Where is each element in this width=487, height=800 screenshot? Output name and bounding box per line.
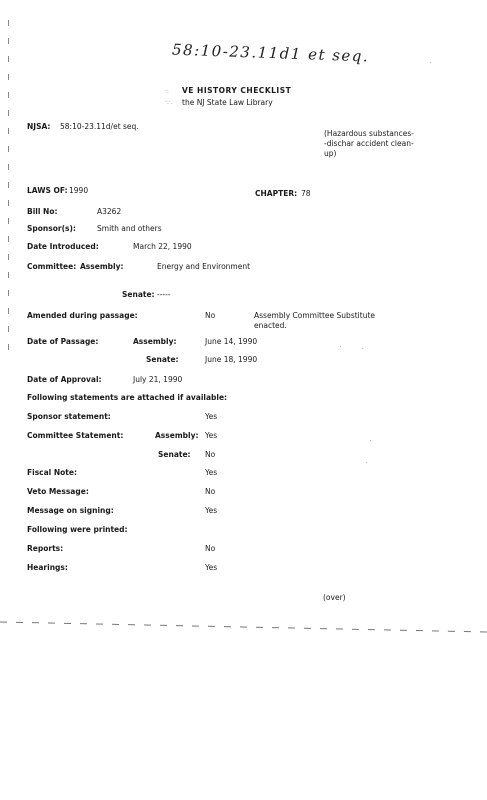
message-on-signing-label: Message on signing: <box>27 506 114 515</box>
sponsor-statement-label: Sponsor statement: <box>27 412 111 421</box>
hearings-value: Yes <box>205 563 218 572</box>
committee-statement-assembly-value: Yes <box>205 431 218 440</box>
sponsors-label: Sponsor(s): <box>27 224 76 233</box>
statements-heading: Following statements are attached if available: <box>27 393 228 402</box>
reports-label: Reports: <box>27 544 64 553</box>
committee-senate-value: ----- <box>157 290 171 299</box>
amended-value: No <box>205 311 216 320</box>
checklist-title: VE HISTORY CHECKLIST <box>182 86 292 95</box>
scan-speck <box>340 346 341 347</box>
committee-statement-senate-label: Senate: <box>158 450 191 459</box>
chapter-label: CHAPTER: <box>255 189 298 198</box>
scan-speck <box>366 462 367 463</box>
printed-heading: Following were printed: <box>27 525 128 534</box>
sponsors-value: Smith and others <box>97 224 162 233</box>
fiscal-note-value: Yes <box>205 468 218 477</box>
checklist-subtitle: the NJ State Law Library <box>182 98 273 107</box>
committee-assembly-value: Energy and Environment <box>157 262 251 271</box>
passage-label: Date of Passage: <box>27 337 99 346</box>
header-smudge-2: ·:·. <box>165 99 173 106</box>
hearings-label: Hearings: <box>27 563 68 572</box>
left-edge-dash <box>8 20 9 350</box>
committee-statement-senate-value: No <box>205 450 216 459</box>
handwritten-citation: 58:10-23.11d1 et seq. <box>171 40 370 66</box>
veto-message-label: Veto Message: <box>27 487 89 496</box>
passage-senate-value: June 18, 1990 <box>205 355 258 364</box>
scan-speck <box>430 62 431 63</box>
over-note: (over) <box>323 593 346 602</box>
chapter-value: 78 <box>301 189 311 198</box>
laws-of-value: 1990 <box>69 186 89 195</box>
sponsor-statement-value: Yes <box>205 412 218 421</box>
approval-label: Date of Approval: <box>27 375 102 384</box>
njsa-label: NJSA: <box>27 122 51 131</box>
scan-speck <box>370 440 371 441</box>
date-introduced-label: Date Introduced: <box>27 242 99 251</box>
passage-senate-label: Senate: <box>146 355 179 364</box>
veto-message-value: No <box>205 487 216 496</box>
bottom-cut-line <box>0 620 487 634</box>
committee-senate-label: Senate: <box>122 290 155 299</box>
approval-value: July 21, 1990 <box>133 375 183 384</box>
bill-no-value: A3262 <box>97 207 122 216</box>
date-introduced-value: March 22, 1990 <box>133 242 192 251</box>
subject-note: (Hazardous substances--dischar accident clean-up) <box>324 129 415 158</box>
committee-label: Committee: <box>27 262 77 271</box>
passage-assembly-value: June 14, 1990 <box>205 337 258 346</box>
message-on-signing-value: Yes <box>205 506 218 515</box>
fiscal-note-label: Fiscal Note: <box>27 468 77 477</box>
committee-statement-assembly-label: Assembly: <box>155 431 199 440</box>
njsa-value: 58:10-23.11d/et seq. <box>60 122 139 131</box>
bill-no-label: Bill No: <box>27 207 58 216</box>
scan-speck <box>362 348 363 349</box>
laws-of-label: LAWS OF: <box>27 186 68 195</box>
reports-value: No <box>205 544 216 553</box>
amended-label: Amended during passage: <box>27 311 138 320</box>
amended-note: Assembly Committee Substitute enacted. <box>254 311 376 330</box>
passage-assembly-label: Assembly: <box>133 337 177 346</box>
committee-assembly-label: Assembly: <box>80 262 124 271</box>
header-smudge: ·: <box>165 88 169 95</box>
committee-statement-label: Committee Statement: <box>27 431 124 440</box>
